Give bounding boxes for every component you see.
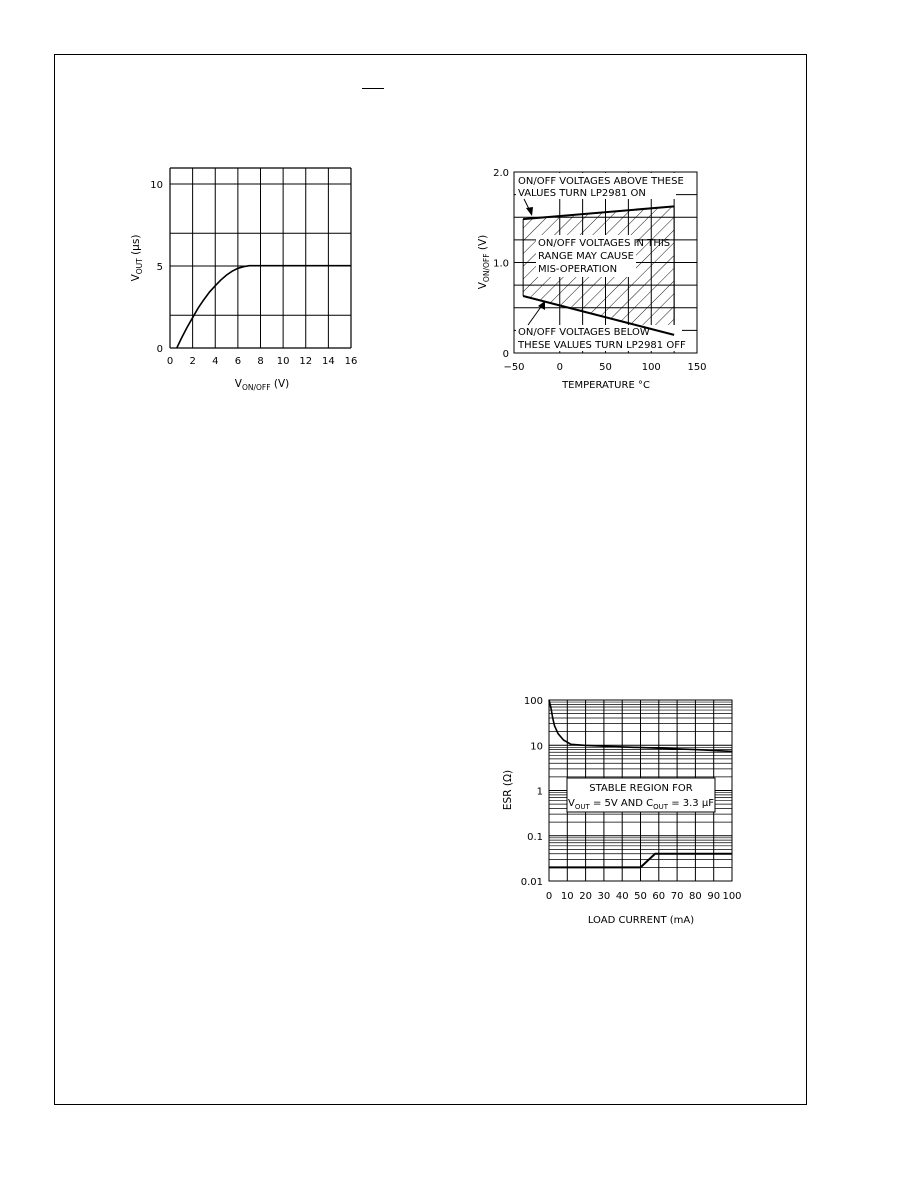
c2-ytick-label: 2.0: [493, 168, 509, 179]
c1-xtick-label: 6: [234, 356, 242, 367]
c3-xtick-label: 20: [579, 891, 592, 902]
c3-xtick-label: 70: [670, 891, 684, 902]
c3-annot-line1: STABLE REGION FOR: [589, 783, 693, 794]
c1-xlabel-unit: (V): [273, 378, 290, 390]
c1-ylabel-sub: OUT: [135, 258, 144, 275]
c3-xlabel: LOAD CURRENT (mA): [587, 915, 695, 926]
c2-xlabel: TEMPERATURE °C: [562, 380, 650, 391]
c1-xtick-label: 10: [276, 356, 290, 367]
c2-annot-5: MIS-OPERATION: [538, 264, 618, 275]
c1-xtick-label: 2: [189, 356, 196, 367]
c3-xtick-label: 30: [597, 891, 611, 902]
c2-xtick-label: −50: [503, 362, 525, 373]
c3-ytick-label: 1: [536, 786, 543, 798]
c2-annot-2: VALUES TURN LP2981 ON: [518, 188, 646, 199]
c3-annot-line2: $V_{OUT} = 5V$ AND $C_{OUT} = 3.3$ μF: [568, 798, 714, 811]
c1-xtick-label: 0: [166, 356, 174, 367]
c3-xtick-label: 10: [560, 891, 574, 902]
c1-xtick-label: 4: [212, 356, 219, 367]
c1-xtick-label: 12: [299, 356, 313, 367]
c3-xtick-label: 100: [722, 891, 742, 902]
c3-ytick-label: 0.1: [527, 831, 543, 843]
c3-xtick-label: 60: [652, 891, 666, 902]
c2-xtick-label: 0: [556, 362, 563, 373]
c2-annot-6: ON/OFF VOLTAGES BELOW: [518, 327, 650, 338]
c1-ytick-label: 5: [156, 262, 163, 273]
c3-ytick-label: 10: [530, 741, 543, 753]
c2-ylabel: $V_{ON/OFF}$ (V): [477, 234, 491, 290]
c1-xtick-label: 14: [322, 356, 335, 367]
c3-xtick-label: 0: [545, 891, 553, 902]
c1-xlabel-sub: ON/OFF: [241, 383, 271, 392]
c1-ylabel-unit: (μs): [130, 234, 142, 255]
c2-annot-1: ON/OFF VOLTAGES ABOVE THESE: [518, 176, 684, 187]
c3-xtick-label: 90: [707, 891, 721, 902]
c1-xtick-label: 16: [344, 356, 358, 367]
c2-annot-7: THESE VALUES TURN LP2981 OFF: [518, 340, 686, 351]
c3-ytick-label: 0.01: [520, 877, 543, 888]
c2-ytick-label: 0: [502, 349, 509, 360]
c1-xtick-label: 8: [257, 356, 264, 367]
c3-ylabel: ESR (Ω): [502, 769, 514, 811]
c2-xtick-label: 150: [687, 362, 707, 373]
c2-annot-3: ON/OFF VOLTAGES IN THIS: [538, 238, 671, 249]
c1-ytick-label: 10: [150, 180, 163, 191]
c1-xlabel: $V_{ON/OFF}$ (V): [234, 378, 290, 392]
c2-ytick-label: 1.0: [493, 258, 509, 270]
c3-xtick-label: 50: [634, 891, 647, 902]
c2-xtick-label: 100: [641, 362, 661, 373]
c2-ylabel-unit: (V): [477, 234, 489, 251]
c2-xtick-label: 50: [599, 362, 612, 373]
c1-ytick-label: 0: [156, 344, 163, 355]
c3-xtick-label: 40: [615, 891, 629, 902]
c2-annot-4: RANGE MAY CAUSE: [538, 251, 634, 262]
c1-ylabel: $V_{OUT}$ (μs): [130, 234, 144, 282]
c2-ylabel-sub: ON/OFF: [482, 253, 491, 283]
c3-ytick-label: 100: [523, 696, 543, 707]
c3-xtick-label: 80: [689, 891, 702, 902]
